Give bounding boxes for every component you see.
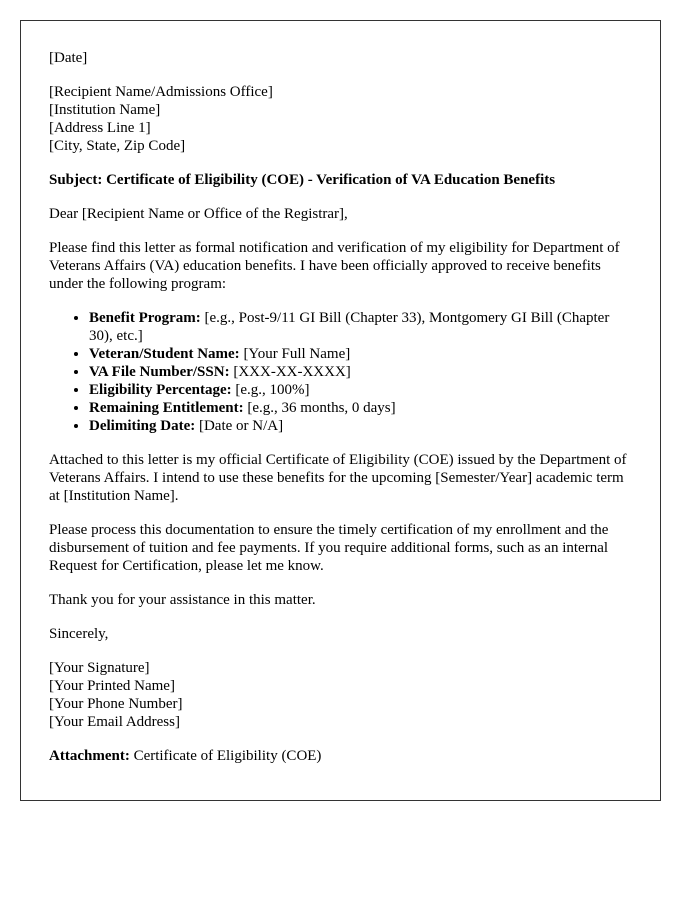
signature: [Your Signature]	[49, 660, 150, 676]
date: [Date]	[49, 50, 88, 66]
institution-name: [Institution Name]	[49, 102, 161, 118]
list-item: • Eligibility Percentage: [e.g., 100%]	[89, 381, 632, 399]
printed-name: [Your Printed Name]	[49, 678, 175, 694]
recipient-address	[49, 83, 632, 155]
subject-line: Subject: Certificate of Eligibility (COE) - Verification of VA Education Benefits	[49, 172, 556, 188]
email-address: [Your Email Address]	[49, 714, 180, 730]
list-item: • Benefit Program: [e.g., Post-9/11 GI Bill (Chapter 33), Montgomery GI Bill (Chapter 30), etc.]	[89, 309, 632, 345]
attachment-paragraph: Attached to this letter is my official Certificate of Eligibility (COE) issued by the Department of Veterans Affairs. I intend to use these benefits for the upcoming [Semester/Year] academic term at [Institution Name].	[49, 452, 627, 504]
signature-block	[49, 659, 632, 731]
list-item: • VA File Number/SSN: [XXX-XX-XXXX]	[89, 363, 632, 381]
recipient-name: [Recipient Name/Admissions Office]	[49, 84, 273, 100]
letter	[20, 20, 661, 801]
list-item: • Remaining Entitlement: [e.g., 36 months, 0 days]	[89, 399, 632, 417]
intro-paragraph: Please find this letter as formal notification and verification of my eligibility for Department of Veterans Affairs (VA) education benefits. I have been officially approved to receive benefits under the following program:	[49, 240, 620, 292]
city-state-zip: [City, State, Zip Code]	[49, 138, 186, 154]
attachment-note: Attachment: Certificate of Eligibility (COE)	[49, 748, 322, 764]
closing: Sincerely,	[49, 626, 109, 642]
request-paragraph: Please process this documentation to ensure the timely certification of my enrollment and the disbursement of tuition and fee payments. If you require additional forms, such as an internal Request for Certification, please let me know.	[49, 522, 609, 574]
list-item: • Delimiting Date: [Date or N/A]	[89, 417, 632, 435]
thanks-line: Thank you for your assistance in this matter.	[49, 592, 316, 608]
address-line: [Address Line 1]	[49, 120, 151, 136]
benefit-details-list	[49, 309, 632, 435]
phone-number: [Your Phone Number]	[49, 696, 183, 712]
salutation: Dear [Recipient Name or Office of the Registrar],	[49, 206, 348, 222]
list-item: • Veteran/Student Name: [Your Full Name]	[89, 345, 632, 363]
